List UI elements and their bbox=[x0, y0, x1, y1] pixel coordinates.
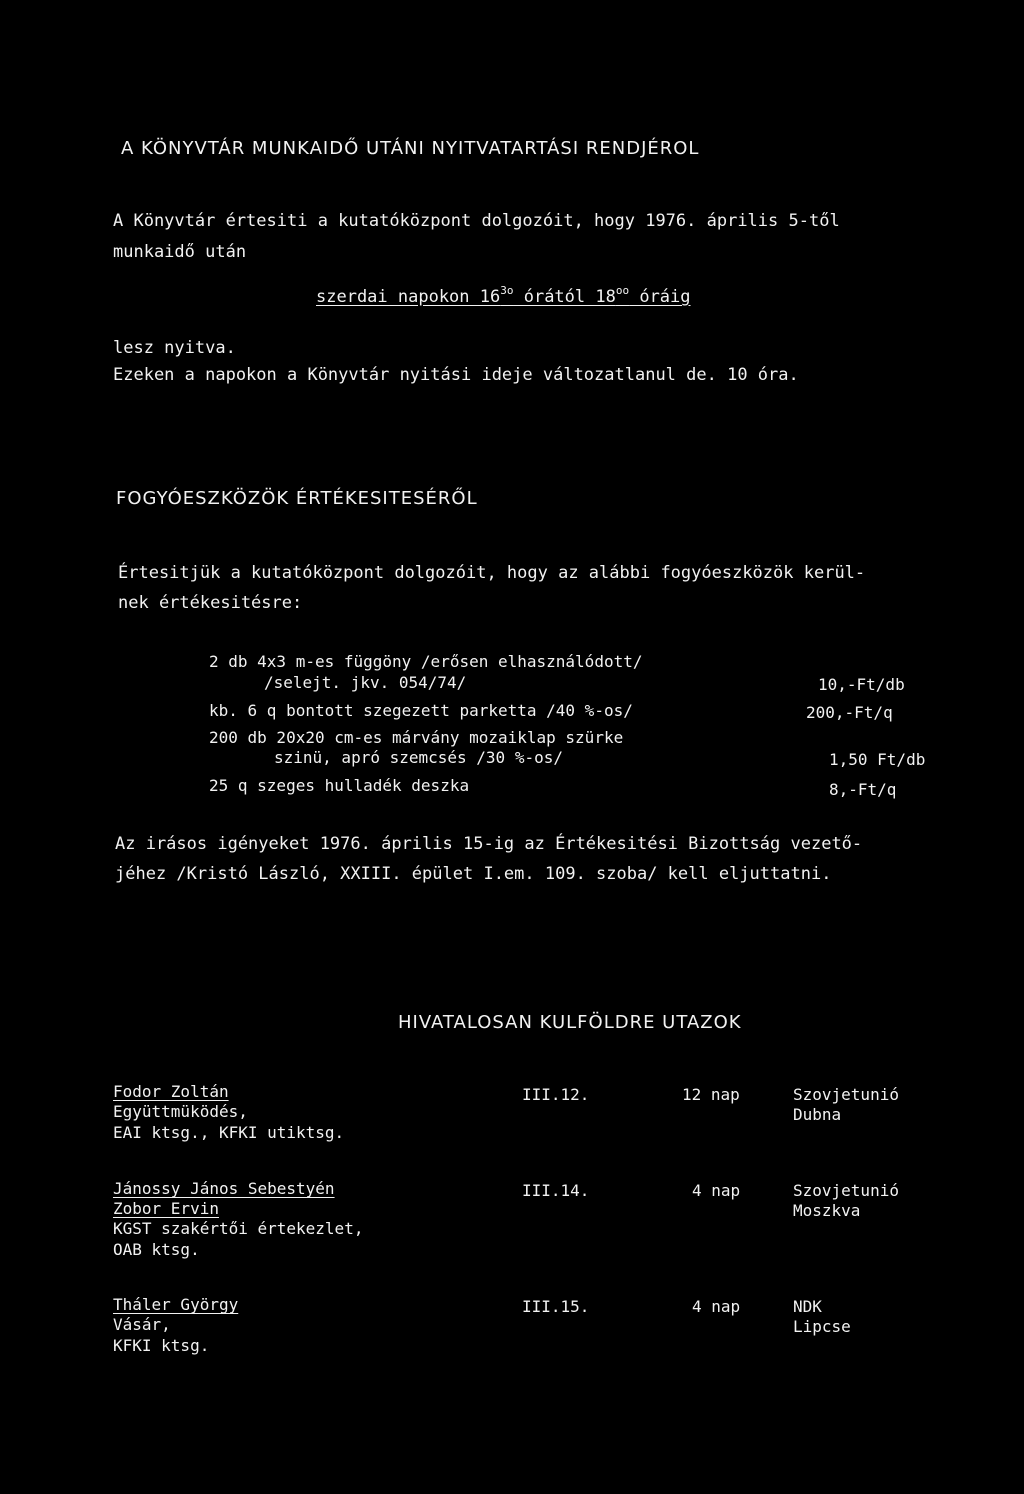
schedule-line bbox=[316, 284, 691, 307]
trip-3-date: III.15. bbox=[522, 1297, 590, 1316]
section2-title: FOGYÓESZKÖZÖK ÉRTÉKESITESÉRŐL bbox=[116, 488, 478, 509]
item-1-desc2: /selejt. jkv. 054/74/ bbox=[264, 673, 467, 692]
trip-2-place-2: Moszkva bbox=[793, 1201, 861, 1220]
item-2-price: 200,-Ft/q bbox=[806, 703, 893, 722]
trip-3-duration: 4 nap bbox=[692, 1297, 741, 1316]
trip-1-detail-2: EAI ktsg., KFKI utiktsg. bbox=[113, 1123, 345, 1142]
section1-line1: A Könyvtár értesiti a kutatóközpont dolgozóit, hogy 1976. április 5-től bbox=[113, 211, 840, 231]
trip-3-name-1: Tháler György bbox=[113, 1295, 239, 1314]
trip-1-duration: 12 nap bbox=[682, 1085, 740, 1104]
item-4-price: 8,-Ft/q bbox=[829, 780, 897, 799]
section1-title: A KÖNYVTÁR MUNKAIDŐ UTÁNI NYITVATARTÁSI RENDJÉROL bbox=[121, 138, 700, 159]
trip-2-name-1: Jánossy János Sebestyén bbox=[113, 1179, 335, 1198]
trip-1-name-1: Fodor Zoltán bbox=[113, 1082, 229, 1101]
section3-title: HIVATALOSAN KULFÖLDRE UTAZOK bbox=[398, 1012, 742, 1033]
trip-2-detail-2: OAB ktsg. bbox=[113, 1240, 200, 1259]
section2-outro2: jéhez /Kristó László, XXIII. épület I.em. 109. szoba/ kell eljuttatni. bbox=[115, 864, 832, 884]
trip-1-place-2: Dubna bbox=[793, 1105, 842, 1124]
item-2-desc1: kb. 6 q bontott szegezett parketta /40 %-os/ bbox=[209, 701, 633, 720]
item-1-desc1: 2 db 4x3 m-es függöny /erősen elhasználódott/ bbox=[209, 652, 643, 671]
trip-3-detail-1: Vásár, bbox=[113, 1315, 171, 1334]
schedule-sup-2: oo bbox=[615, 284, 630, 297]
item-4-desc1: 25 q szeges hulladék deszka bbox=[209, 776, 470, 795]
trip-2-name-2: Zobor Ervin bbox=[113, 1199, 219, 1218]
schedule-sup-1: 3o bbox=[500, 284, 514, 297]
trip-3-place-2: Lipcse bbox=[793, 1317, 851, 1336]
schedule-part-c: óráig bbox=[629, 287, 691, 307]
schedule-part-a: szerdai napokon 16 bbox=[316, 287, 501, 307]
section2-intro2: nek értékesitésre: bbox=[118, 593, 303, 613]
section2-intro1: Értesitjük a kutatóközpont dolgozóit, hogy az alábbi fogyóeszközök kerül- bbox=[118, 563, 866, 583]
section2-outro1: Az irásos igényeket 1976. április 15-ig az Értékesitési Bizottság vezető- bbox=[115, 834, 863, 854]
item-1-price: 10,-Ft/db bbox=[818, 675, 905, 694]
section1-line3: lesz nyitva. bbox=[113, 338, 236, 358]
trip-1-place-1: Szovjetunió bbox=[793, 1085, 899, 1104]
item-3-desc2: szinü, apró szemcsés /30 %-os/ bbox=[274, 748, 563, 767]
trip-3-detail-2: KFKI ktsg. bbox=[113, 1336, 210, 1355]
trip-2-duration: 4 nap bbox=[692, 1181, 741, 1200]
trip-2-place-1: Szovjetunió bbox=[793, 1181, 899, 1200]
trip-1-detail-1: Együttmüködés, bbox=[113, 1102, 248, 1121]
trip-3-place-1: NDK bbox=[793, 1297, 822, 1316]
trip-2-detail-1: KGST szakértői értekezlet, bbox=[113, 1219, 364, 1238]
item-3-price: 1,50 Ft/db bbox=[829, 750, 926, 769]
trip-1-date: III.12. bbox=[522, 1085, 590, 1104]
schedule-part-b: órától 18 bbox=[513, 287, 616, 307]
trip-2-date: III.14. bbox=[522, 1181, 590, 1200]
section1-line4: Ezeken a napokon a Könyvtár nyitási ideje változatlanul de. 10 óra. bbox=[113, 365, 799, 385]
section1-line2: munkaidő után bbox=[113, 242, 247, 262]
item-3-desc1: 200 db 20x20 cm-es márvány mozaiklap szürke bbox=[209, 728, 624, 747]
